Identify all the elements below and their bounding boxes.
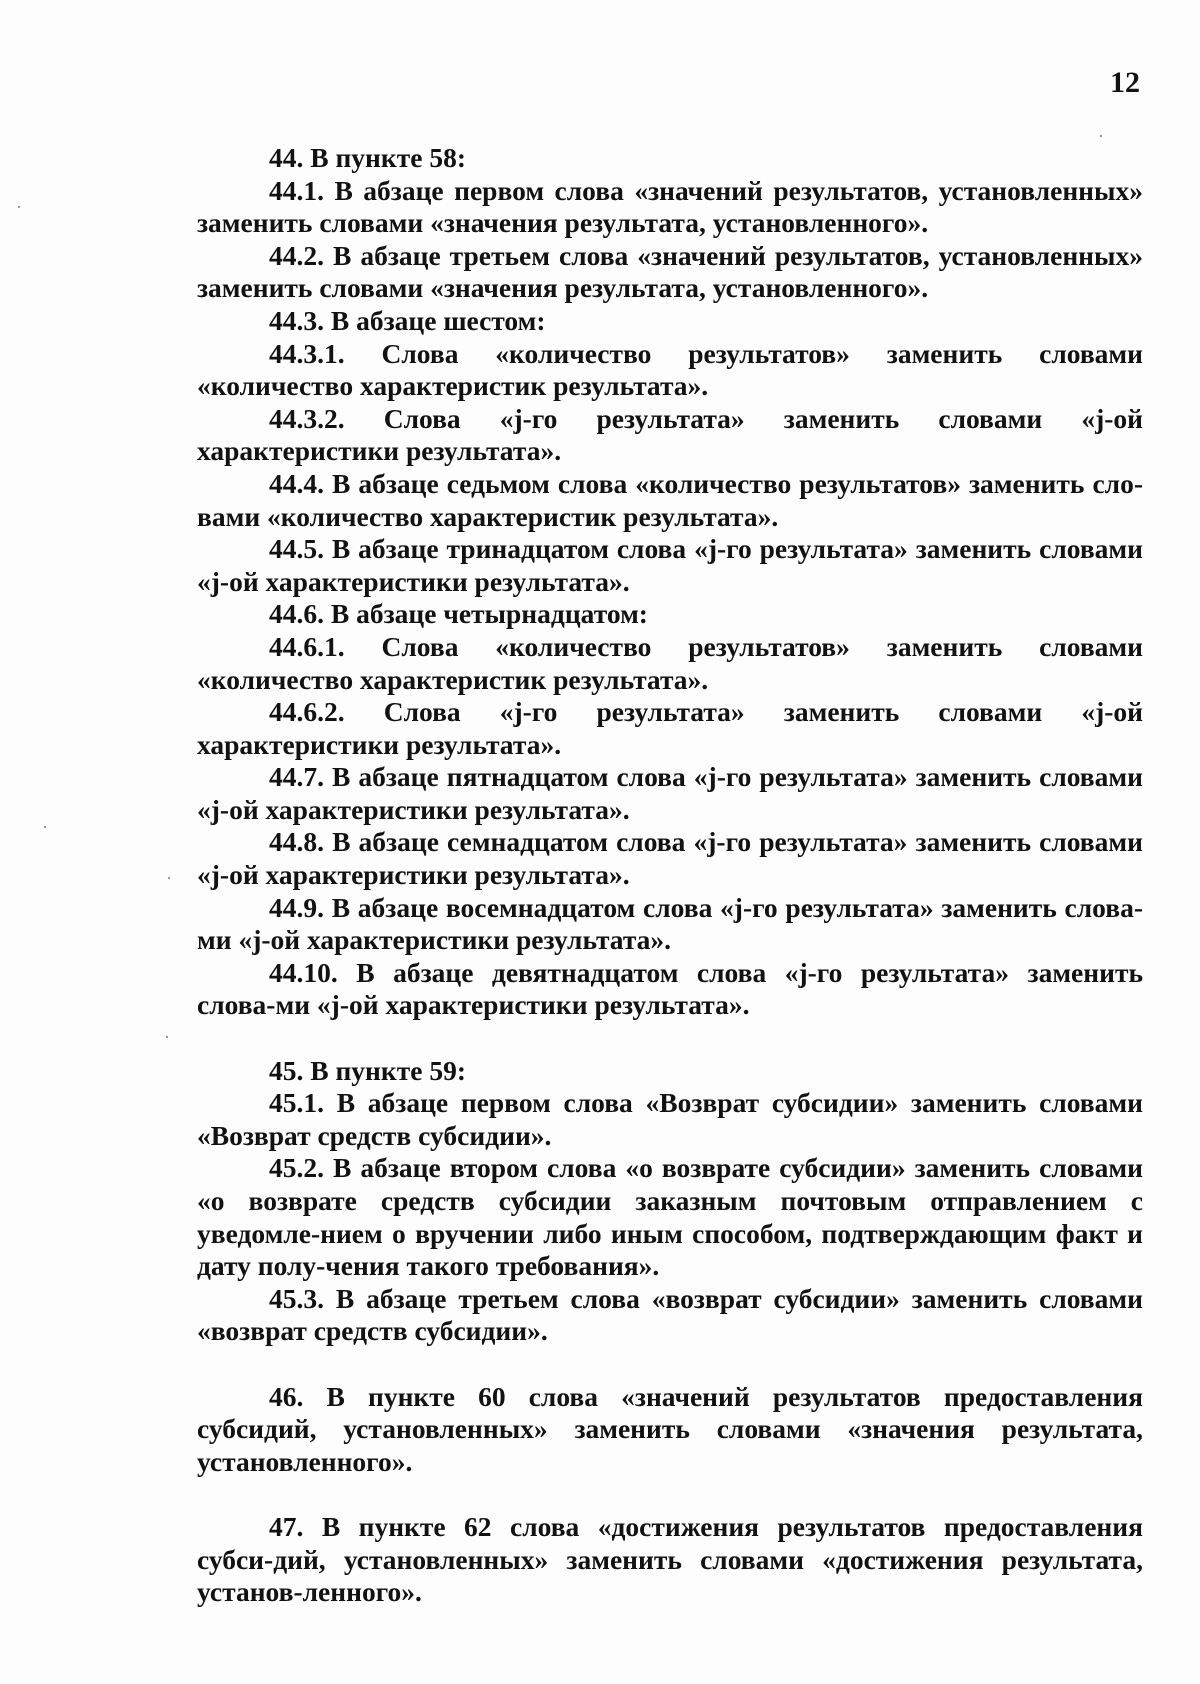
- paragraph-45-3: 45.3. В абзаце третьем слова «возврат субсидии» заменить словами «возврат средств субсидии».: [197, 1282, 1143, 1347]
- paragraph-44-3-2: 44.3.2. Слова «j-го результата» заменить словами «j-ой характеристики результата».: [197, 402, 1143, 467]
- paragraph-44-8: 44.8. В абзаце семнадцатом слова «j-го результата» заменить словами «j-ой характеристики результата».: [197, 826, 1143, 891]
- paragraph-44-6-2: 44.6.2. Слова «j-го результата» заменить словами «j-ой характеристики результата».: [197, 696, 1143, 760]
- paragraph-44-7: 44.7. В абзаце пятнадцатом слова «j-го результата» заменить словами «j-ой характеристики результата».: [197, 761, 1143, 825]
- scan-speck: [166, 1036, 168, 1038]
- paragraph-44-6: 44.6. В абзаце четырнадцатом:: [269, 598, 648, 630]
- paragraph-44-9: 44.9. В абзаце восемнадцатом слова «j-го результата» заменить слова-ми «j-ой характеристики результата».: [197, 891, 1143, 956]
- page-number: 12: [1110, 66, 1140, 99]
- scan-speck: [1100, 135, 1102, 137]
- paragraph-44-10: 44.10. В абзаце девятнадцатом слова «j-го результата» заменить слова-ми «j-ой характеристики результата».: [197, 956, 1143, 1021]
- paragraph-44-6-1: 44.6.1. Слова «количество результатов» заменить словами «количество характеристик результата».: [197, 630, 1143, 695]
- paragraph-44: 44. В пункте 58:: [269, 142, 466, 173]
- paragraph-45-2: 45.2. В абзаце втором слова «о возврате субсидии» заменить словами «о возврате средств субсидии заказным почтовым отправлением с уведомле-нием о вручении либо иным способом, подтверждающим факт и дату полу-чения такого требования».: [197, 1152, 1143, 1282]
- paragraph-46: 46. В пункте 60 слова «значений результатов предоставления субсидий, установленных» заменить словами «значения результата, установленного».: [197, 1380, 1143, 1477]
- scan-speck: [168, 877, 170, 879]
- scan-speck: [44, 826, 46, 828]
- paragraph-44-2: 44.2. В абзаце третьем слова «значений результатов, установленных» заменить словами «значения результата, установленного».: [197, 239, 1143, 304]
- paragraph-44-5: 44.5. В абзаце тринадцатом слова «j-го результата» заменить словами «j-ой характеристики результата».: [197, 533, 1143, 597]
- paragraph-44-4: 44.4. В абзаце седьмом слова «количество результатов» заменить сло-вами «количество характеристик результата».: [197, 467, 1143, 532]
- scan-speck: [18, 206, 20, 208]
- paragraph-45: 45. В пункте 59:: [269, 1054, 466, 1086]
- paragraph-47: 47. В пункте 62 слова «достижения результатов предоставления субси-дий, установленных» заменить словами «достижения результата, установ-ленного».: [197, 1510, 1143, 1608]
- paragraph-45-1: 45.1. В абзаце первом слова «Возврат субсидии» заменить словами «Возврат средств субсидии».: [197, 1087, 1143, 1151]
- document-body: [197, 142, 1143, 1609]
- paragraph-44-3-1: 44.3.1. Слова «количество результатов» заменить словами «количество характеристик результата».: [197, 337, 1143, 402]
- paragraph-44-1: 44.1. В абзаце первом слова «значений результатов, установленных» заменить словами «значения результата, установленного».: [197, 174, 1143, 239]
- paragraph-44-3: 44.3. В абзаце шестом:: [269, 304, 546, 336]
